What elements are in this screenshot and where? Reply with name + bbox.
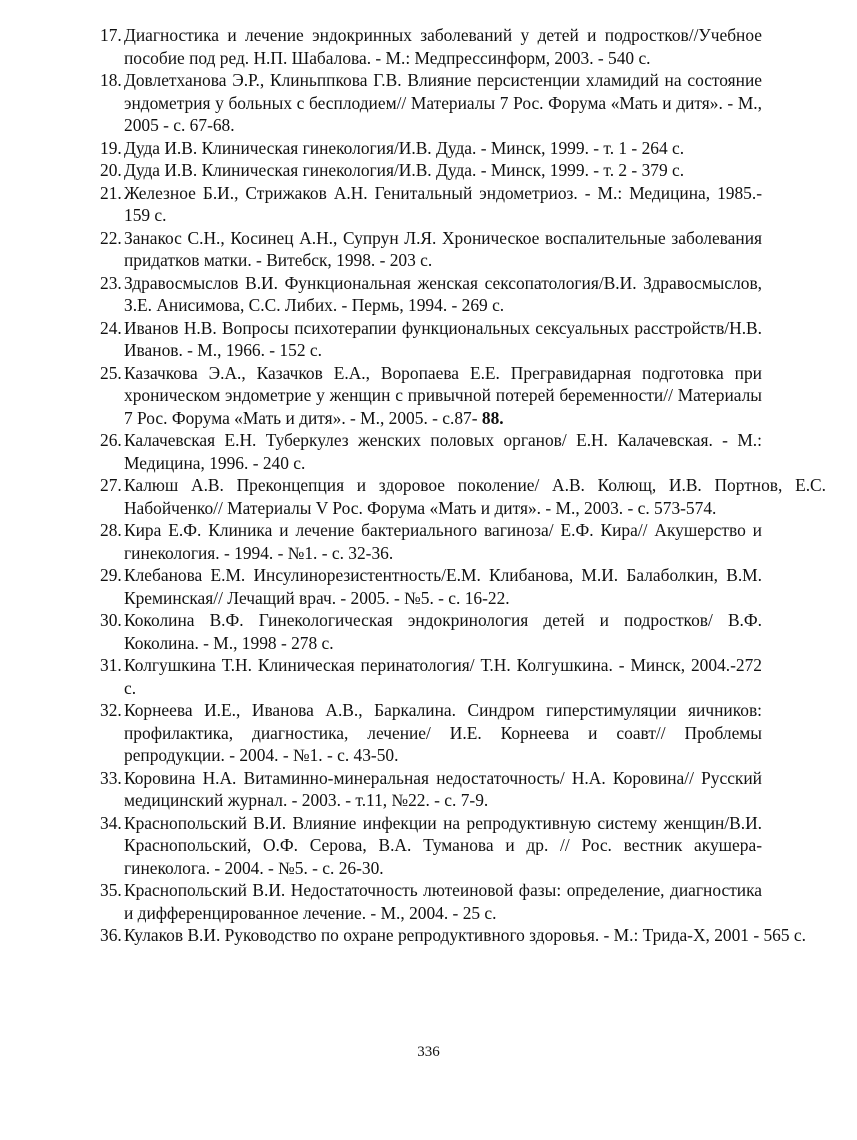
reference-text: Кира Е.Ф. Клиника и лечение бактериального вагиноза/ Е.Ф. Кира// Акушерство и гинекология. - 1994. - №1. - с. 32-36. [124, 520, 762, 563]
reference-number: 31. [100, 655, 122, 675]
page-number: 336 [417, 1044, 440, 1060]
list-item [100, 474, 826, 519]
list-item [100, 609, 762, 654]
reference-text: Довлетханова Э.Р., Клиньппкова Г.В. Влияние персистенции хламидий на состояние эндометрия у больных с бесплодием// Материалы 7 Рос. Форума «Мать и дитя». - М., 2005 - с. 67-68. [124, 70, 762, 135]
list-item [100, 182, 762, 227]
reference-text [124, 362, 762, 430]
reference-number: 17. [100, 25, 122, 45]
reference-number: 20. [100, 160, 122, 180]
reference-text: Краснопольский В.И. Недостаточность лютеиновой фазы: определение, диагностика и дифференцированное лечение. - М., 2004. - 25 с. [124, 880, 762, 923]
reference-number: 21. [100, 182, 122, 203]
reference-number: 36. [100, 925, 122, 945]
reference-text: Кулаков В.И. Руководство по охране репродуктивного здоровья. - М.: Трида-Х, 2001 - 565 с. [124, 925, 806, 945]
reference-text: Калачевская Е.Н. Туберкулез женских половых органов/ Е.Н. Калачевская. - М.: Медицина, 1996. - 240 с. [124, 430, 762, 473]
reference-number: 19. [100, 137, 122, 158]
reference-text-bold: 88. [481, 407, 504, 428]
list-item [100, 812, 762, 880]
reference-number: 28. [100, 520, 122, 540]
reference-text: Коровина Н.А. Витаминно-минеральная недостаточность/ Н.А. Коровина// Русский медицинский журнал. - 2003. - т.11, №22. - с. 7-9. [124, 767, 762, 810]
list-item [100, 564, 762, 609]
reference-text: Калюш А.В. Преконцепция и здоровое поколение/ А.В. Колющ, И.В. Портнов, Е.С. Набойченко// Материалы V Рос. Форума «Мать и дитя». - М., 2003. - с. 573-574. [124, 475, 826, 518]
list-item [100, 924, 806, 947]
reference-text: Краснопольский В.И. Влияние инфекции на репродуктивную систему женщин/В.И. Краснопольский, О.Ф. Серова, В.А. Туманова и др. // Рос. вестник акушера-гинеколога. - 2004. - №5. - с. 26-30. [124, 812, 762, 878]
reference-number: 34. [100, 812, 122, 833]
reference-text: Диагностика и лечение эндокринных заболеваний у детей и подростков//Учебное пособие под ред. Н.П. Шабалова. - М.: Медпрессинформ, 2003. - 540 с. [124, 25, 762, 68]
reference-number: 24. [100, 317, 122, 338]
list-item [100, 429, 762, 474]
list-item [100, 69, 762, 137]
reference-text: Колгушкина Т.Н. Клиническая перинатология/ Т.Н. Колгушкина. - Минск, 2004.-272 с. [124, 655, 762, 698]
reference-text: Дуда И.В. Клиническая гинекология/И.В. Дуда. - Минск, 1999. - т. 2 - 379 с. [124, 160, 685, 180]
reference-list [100, 24, 826, 947]
reference-number: 22. [100, 227, 122, 248]
reference-number: 29. [100, 565, 122, 585]
reference-number: 27. [100, 475, 122, 495]
list-item [100, 767, 762, 812]
list-item [100, 159, 762, 182]
reference-number: 33. [100, 767, 122, 788]
list-item [100, 699, 762, 767]
list-item [100, 654, 762, 699]
reference-text-main: Казачкова Э.А., Казачков Е.А., Воропаева Е.Е. Прегравидарная подготовка при хроническом эндометрие у женщин с привычной потерей беременности// Материалы 7 Рос. Форума «Мать и дитя». - М., 2005. - с.87- [124, 362, 762, 428]
reference-text: Дуда И.В. Клиническая гинекология/И.В. Дуда. - Минск, 1999. - т. 1 - 264 с. [124, 137, 685, 158]
reference-text: Коколина В.Ф. Гинекологическая эндокринология детей и подростков/ В.Ф. Коколина. - М., 1998 - 278 с. [124, 610, 762, 653]
list-item [100, 227, 762, 272]
list-item [100, 362, 762, 430]
reference-text: Клебанова Е.М. Инсулинорезистентность/Е.М. Клибанова, М.И. Балаболкин, В.М. Креминская// Лечащий врач. - 2005. - №5. - с. 16-22. [124, 565, 762, 608]
list-item [100, 879, 762, 924]
reference-number: 26. [100, 430, 122, 450]
list-item [100, 24, 762, 69]
reference-text: Корнеева И.Е., Иванова А.В., Баркалина. Синдром гиперстимуляции яичников: профилактика, диагностика, лечение/ И.Е. Корнеева и соавт// Проблемы репродукции. - 2004. - №1. - с. 43-50. [124, 700, 762, 765]
list-item [100, 317, 762, 362]
reference-text: Железное Б.И., Стрижаков А.Н. Генитальный эндометриоз. - М.: Медицина, 1985.- 159 с. [124, 182, 762, 225]
reference-number: 30. [100, 610, 122, 630]
reference-number: 35. [100, 880, 122, 900]
list-item [100, 519, 762, 564]
list-item [100, 137, 762, 160]
reference-number: 18. [100, 70, 122, 90]
reference-number: 23. [100, 272, 122, 293]
reference-text: Иванов Н.В. Вопросы психотерапии функциональных сексуальных расстройств/Н.В. Иванов. - М., 1966. - 152 с. [124, 317, 762, 360]
reference-text: Здравосмыслов В.И. Функциональная женская сексопатология/В.И. Здравосмыслов, З.Е. Анисимова, С.С. Либих. - Пермь, 1994. - 269 с. [124, 272, 762, 315]
list-item [100, 272, 762, 317]
reference-text: Занакос С.Н., Косинец А.Н., Супрун Л.Я. Хроническое воспалительные заболевания придатков матки. - Витебск, 1998. - 203 с. [124, 227, 762, 270]
reference-number: 32. [100, 700, 122, 720]
reference-number: 25. [100, 362, 122, 383]
